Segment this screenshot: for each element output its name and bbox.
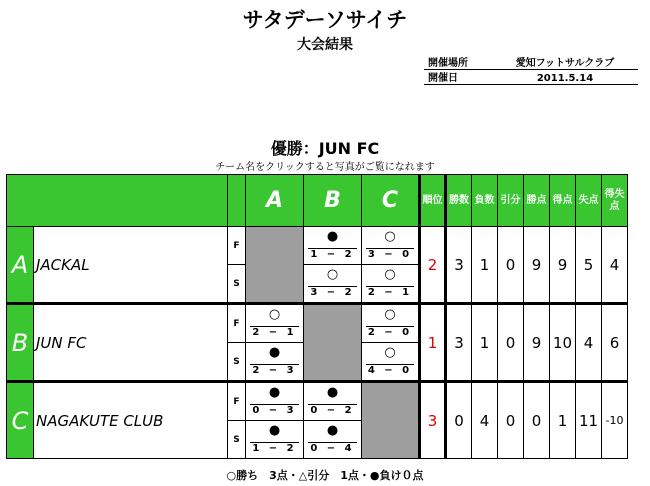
result-score: 1 − 2 [250, 442, 299, 455]
team-name-link-a[interactable]: JACKAL [34, 227, 228, 304]
result-cell [362, 227, 420, 265]
result-mark: ● [268, 423, 281, 438]
goals-against-value: 4 [576, 304, 602, 382]
goal-diff-value: -10 [602, 382, 628, 459]
goals-against-value: 11 [576, 382, 602, 459]
result-score: 3 − 0 [367, 249, 413, 260]
result-mark: ● [326, 423, 339, 438]
result-score: 2 − 1 [367, 287, 413, 298]
col-header-goals-against: 失点 [576, 175, 602, 227]
goals-for-value: 1 [550, 382, 576, 459]
team-name-link-b[interactable]: JUN FC [34, 304, 228, 382]
result-cell [246, 343, 304, 382]
team-letter-c: C [7, 382, 34, 459]
venue-value: 愛知フットサルクラブ [515, 58, 615, 69]
col-header-points: 勝点 [524, 175, 550, 227]
self-match-cell [304, 304, 362, 382]
col-header-c: C [362, 175, 420, 227]
draws-value: 0 [498, 382, 524, 459]
result-cell [246, 421, 304, 459]
result-mark: ● [268, 385, 281, 400]
event-info [424, 55, 638, 85]
result-cell [304, 382, 362, 421]
half-label-s: S [228, 343, 246, 382]
winner-heading: 優勝：JUN FC [270, 139, 380, 158]
result-mark: ● [326, 229, 339, 244]
rank-value: 1 [420, 304, 446, 382]
result-cell [304, 227, 362, 265]
result-mark: ○ [384, 307, 396, 322]
result-cell [362, 304, 420, 343]
team-row-a-first [7, 227, 628, 265]
venue-row [424, 55, 638, 70]
date-row [424, 70, 638, 85]
col-header-wins: 勝数 [446, 175, 472, 227]
team-name-link-c[interactable]: NAGAKUTE CLUB [34, 382, 228, 459]
col-header-b: B [304, 175, 362, 227]
result-score: 2 − 0 [367, 327, 413, 338]
result-cell [246, 304, 304, 343]
self-match-cell [246, 227, 304, 304]
wins-value: 3 [446, 227, 472, 304]
click-note: チーム名をクリックすると写真がご覧になれます [215, 162, 435, 173]
result-score: 0 − 4 [308, 442, 357, 455]
col-header-losses: 負数 [472, 175, 498, 227]
result-mark: ○ [384, 229, 396, 244]
result-mark: ○ [384, 267, 396, 282]
header-half-blank [228, 175, 246, 227]
result-score: 2 − 1 [250, 326, 299, 339]
page-subtitle: 大会結果 [297, 37, 353, 53]
results-table [6, 174, 628, 459]
result-cell [304, 265, 362, 304]
page-title: サタデーソサイチ [242, 8, 408, 32]
result-score: 3 − 2 [308, 286, 357, 299]
col-header-draws: 引分 [498, 175, 524, 227]
venue-label: 開催場所 [428, 58, 468, 69]
result-cell [362, 265, 420, 304]
losses-value: 4 [472, 382, 498, 459]
header-blank [7, 175, 228, 227]
result-score: 0 − 3 [250, 404, 299, 417]
draws-value: 0 [498, 227, 524, 304]
result-cell [246, 382, 304, 421]
half-label-s: S [228, 265, 246, 304]
date-value: 2011.5.14 [536, 73, 594, 84]
rank-value: 3 [420, 382, 446, 459]
wins-value: 0 [446, 382, 472, 459]
result-cell [362, 343, 420, 382]
col-header-goal-diff: 得失点 [602, 175, 628, 227]
result-cell [304, 421, 362, 459]
team-letter-a: A [7, 227, 34, 304]
points-value: 9 [524, 227, 550, 304]
half-label-f: F [228, 227, 246, 265]
goals-for-value: 9 [550, 227, 576, 304]
self-match-cell [362, 382, 420, 459]
goal-diff-value: 6 [602, 304, 628, 382]
col-header-rank: 順位 [420, 175, 446, 227]
result-score: 2 − 3 [250, 364, 299, 377]
result-mark: ○ [326, 267, 339, 282]
col-header-goals-for: 得点 [550, 175, 576, 227]
rank-value: 2 [420, 227, 446, 304]
date-label: 開催日 [428, 73, 458, 84]
goals-for-value: 10 [550, 304, 576, 382]
draws-value: 0 [498, 304, 524, 382]
result-score: 1 − 2 [308, 248, 357, 261]
losses-value: 1 [472, 304, 498, 382]
header-row [7, 175, 628, 227]
points-legend: ○勝ち 3点・△引分 1点・●負け０点 [226, 469, 424, 482]
team-row-b-first [7, 304, 628, 343]
result-mark: ○ [384, 345, 396, 360]
result-mark: ● [268, 345, 281, 360]
team-letter-b: B [7, 304, 34, 382]
losses-value: 1 [472, 227, 498, 304]
team-row-c-first [7, 382, 628, 421]
points-value: 9 [524, 304, 550, 382]
col-header-a: A [246, 175, 304, 227]
wins-value: 3 [446, 304, 472, 382]
result-score: 4 − 0 [367, 365, 413, 376]
result-mark: ○ [268, 307, 281, 322]
result-score: 0 − 2 [308, 404, 357, 417]
goals-against-value: 5 [576, 227, 602, 304]
points-value: 0 [524, 382, 550, 459]
result-mark: ● [326, 385, 339, 400]
half-label-s: S [228, 421, 246, 459]
goal-diff-value: 4 [602, 227, 628, 304]
half-label-f: F [228, 304, 246, 343]
half-label-f: F [228, 382, 246, 421]
